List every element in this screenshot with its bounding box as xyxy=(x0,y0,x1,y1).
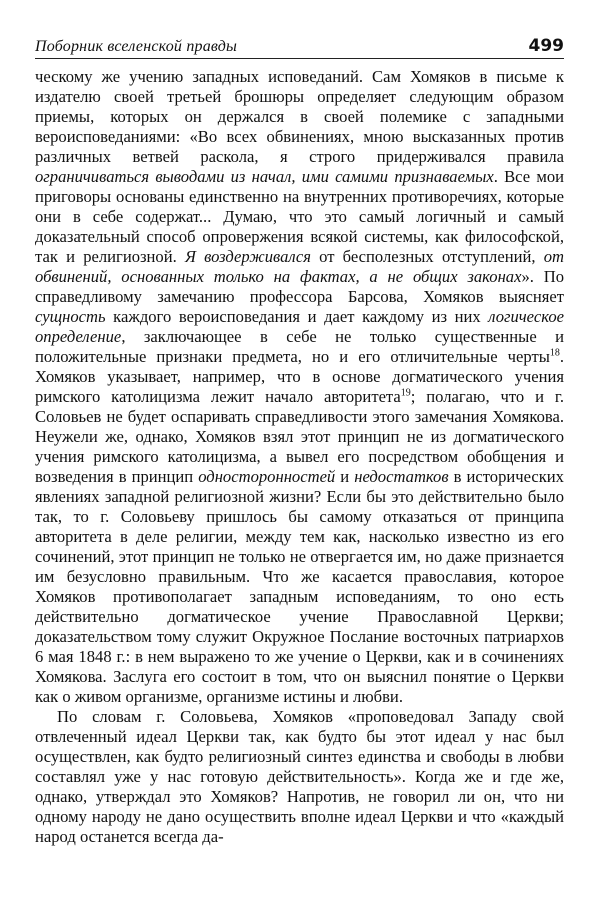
page-number: 499 xyxy=(528,36,564,56)
italic-text: односторонностей xyxy=(198,467,336,486)
italic-text: ограничиваться выводами из начал, ими самими признаваемых xyxy=(35,167,494,186)
body-text xyxy=(35,67,564,847)
text-run: По словам г. Соловьева, Хомяков «проповедовал Западу свой отвлеченный идеал Церкви так, как будто бы этот идеал у нас был осуществлен, как будто религиозный синтез единства и свободы в любви составлял уже у нас готовую действительность». Когда же и где же, однако, утверждал это Хомяков? Напротив, не говорил ли он, что ни одному народу не дано осуществить вполне идеал Церкви и что «каждый народ останется всегда да- xyxy=(35,707,564,846)
italic-text: логическое определение xyxy=(35,307,564,346)
text-run: . Все мои приговоры основаны единственно на внутренних противоречиях, которые они в себе содержат... Думаю, что это самый логичный и самый доказательный способ опровержения всякой системы, как философской, так и религиозной. xyxy=(35,167,564,266)
text-run: ческому же учению западных исповеданий. Сам Хомяков в письме к издателю своей третьей брошюры определяет следующим образом приемы, которых он держался в своей полемике с западными вероисповеданиями: «Во всех обвинениях, мною высказанных против различных ветвей раскола, я строго придерживался правила xyxy=(35,67,564,166)
italic-text: недостатков xyxy=(354,467,449,486)
footnote-ref: 18 xyxy=(549,347,560,359)
text-run: каждого вероисповедания и дает каждому из них xyxy=(105,307,489,326)
paragraph xyxy=(35,67,564,707)
footnote-ref: 19 xyxy=(400,387,411,399)
text-run: и xyxy=(335,467,355,486)
page-header xyxy=(35,36,564,59)
text-run: в исторических явлениях западной религиозной жизни? Если бы это действительно было так, то г. Соловьеву пришлось бы самому отказаться от принципа авторитета в деле религии, между тем как, насколько известно из его сочинений, этот принцип не только не отвергается им, но даже признается им безусловно правильным. Что же касается православия, которое Хомяков противополагает западным исповеданиям, то оно есть действительно догматическое учение Православной Церкви; доказательством тому служит Окружное Послание восточных патриархов 6 мая 1848 г.: в нем выражено то же учение о Церкви, как и в сочинениях Хомякова. Заслуга его состоит в том, что он выяснил понятие о Церкви как о живом организме, организме истины и любви. xyxy=(35,467,564,706)
paragraph xyxy=(35,707,564,847)
text-run: . Хомяков указывает, например, что в основе догматического учения римского католицизма лежит начало авторитета xyxy=(35,347,564,406)
italic-text: Я воздерживался xyxy=(184,247,311,266)
text-run: , заключающее в себе не только существенные и положительные признаки предмета, но и его отличительные черты xyxy=(35,327,564,366)
italic-text: от обвинений, основанных только на фактах, а не общих законах xyxy=(35,247,564,286)
text-run: от бесполезных отступлений, xyxy=(310,247,544,266)
italic-text: сущность xyxy=(35,307,106,326)
running-title: Поборник вселенской правды xyxy=(35,38,238,55)
text-run: ». По справедливому замечанию профессора Барсова, Хомяков выясняет xyxy=(35,267,565,306)
text-run: ; полагаю, что и г. Соловьев не будет оспаривать справедливости этого замечания Хомякова. Неужели же, однако, Хомяков взял этот принцип не из догматического учения римского католицизма, а вывел его посредством обобщения и возведения в принцип xyxy=(35,387,564,486)
